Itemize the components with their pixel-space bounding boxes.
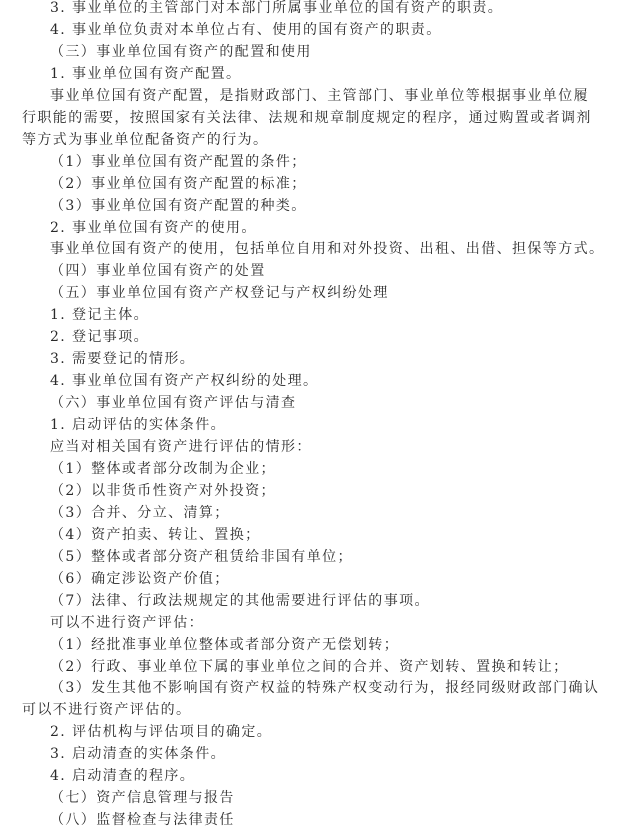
text-line: （七）资产信息管理与报告	[50, 790, 235, 807]
text-line: （八）监督检查与法律责任	[50, 812, 235, 829]
text-line: 4. 事业单位国有资产产权纠纷的处理。	[50, 373, 319, 390]
text-line: 可以不进行资产评估：	[50, 614, 204, 631]
text-line: 1. 登记主体。	[50, 307, 150, 324]
text-line: （三）事业单位国有资产的配置和使用	[50, 43, 312, 60]
text-line: 等方式为事业单位配备资产的行为。	[22, 131, 269, 148]
text-line: （3）合并、分立、清算；	[50, 504, 230, 521]
text-line: 2. 登记事项。	[50, 329, 150, 346]
text-line: 3. 启动清查的实体条件。	[50, 746, 227, 763]
text-line: （2）事业单位国有资产配置的标准；	[50, 175, 307, 192]
text-line: （3）发生其他不影响国有资产权益的特殊产权变动行为，报经同级财政部门确认	[50, 680, 600, 697]
text-line: （2）行政、事业单位下属的事业单位之间的合并、资产划转、置换和转让；	[50, 658, 569, 675]
text-line: （3）事业单位国有资产配置的种类。	[50, 197, 307, 214]
text-line: 4. 事业单位负责对本单位占有、使用的国有资产的职责。	[50, 21, 442, 38]
text-line: 2. 事业单位国有资产的使用。	[50, 219, 257, 236]
text-line: 1. 启动评估的实体条件。	[50, 417, 227, 434]
text-line: 1. 事业单位国有资产配置。	[50, 65, 242, 82]
text-line: 事业单位国有资产配置，是指财政部门、主管部门、事业单位等根据事业单位履	[50, 87, 589, 104]
text-line: 事业单位国有资产的使用，包括单位自用和对外投资、出租、出借、担保等方式。	[50, 241, 605, 258]
text-line: 应当对相关国有资产进行评估的情形：	[50, 439, 312, 455]
text-line: （1）经批准事业单位整体或者部分资产无偿划转；	[50, 636, 400, 653]
text-line: （5）整体或者部分资产租赁给非国有单位；	[50, 548, 353, 565]
text-line: 3. 需要登记的情形。	[50, 351, 196, 368]
text-line: （六）事业单位国有资产评估与清查	[50, 395, 297, 412]
text-line: （五）事业单位国有资产产权登记与产权纠纷处理	[50, 285, 389, 302]
text-line: （2）以非货币性资产对外投资；	[50, 482, 276, 499]
text-line: 4. 启动清查的程序。	[50, 768, 196, 785]
text-line: （6）确定涉讼资产价值；	[50, 570, 230, 587]
text-line: （四）事业单位国有资产的处置	[50, 263, 266, 280]
text-line: 行职能的需要，按照国家有关法律、法规和规章制度规定的程序，通过购置或者调剂	[22, 109, 592, 126]
text-line: （4）资产拍卖、转让、置换；	[50, 526, 261, 543]
text-line: 3. 事业单位的主管部门对本部门所属事业单位的国有资产的职责。	[50, 0, 504, 16]
text-line: 2. 评估机构与评估项目的确定。	[50, 724, 273, 741]
text-line: 可以不进行资产评估的。	[22, 702, 192, 719]
text-line: （1）事业单位国有资产配置的条件；	[50, 153, 307, 170]
text-line: （7）法律、行政法规规定的其他需要进行评估的事项。	[50, 592, 430, 609]
text-line: （1）整体或者部分改制为企业；	[50, 460, 276, 477]
